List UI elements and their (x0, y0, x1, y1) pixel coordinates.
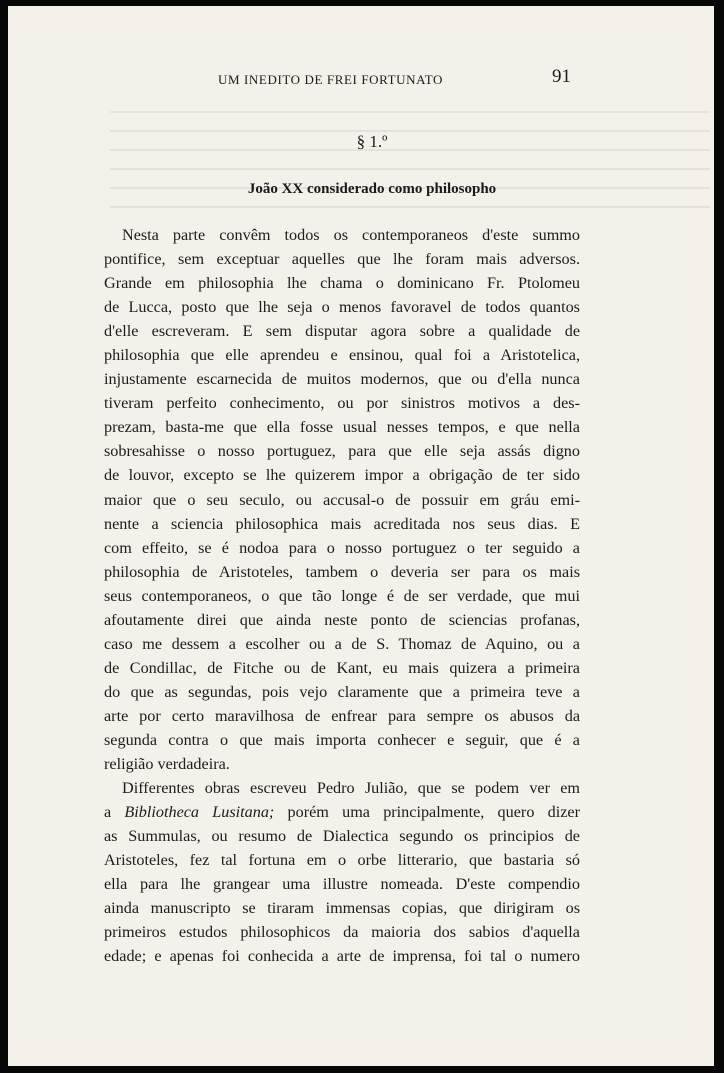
text-line-with-italic (104, 800, 580, 824)
running-title: UM INEDITO DE FREI FORTUNATO (218, 72, 443, 87)
text-line: afoutamente direi que ainda neste ponto de sciencias profanas, (104, 610, 580, 629)
book-title-italic: Bibliotheca Lusitana; (124, 803, 275, 822)
text-line: tiveram perfeito conhecimento, ou por sinistros motivos a des- (104, 394, 580, 413)
text-line: segunda contra o que mais importa conhecer e seguir, que é a (104, 730, 580, 749)
text-line: nente a sciencia philosophica mais acreditada nos seus dias. E (104, 514, 580, 533)
text-line: Differentes obras escreveu Pedro Julião, que se podem ver em (122, 779, 580, 798)
page-header (8, 64, 714, 94)
paragraph-2 (104, 776, 580, 968)
text-line: d'elle escreveram. E sem disputar agora sobre a qualidade de (104, 322, 580, 341)
page-number: 91 (552, 66, 571, 87)
text-line: de Condillac, de Fitche ou de Kant, eu mais quizera a primeira (104, 658, 580, 677)
text-line: pontifice, sem exceptuar aquelles que lhe foram mais adversos. (104, 250, 580, 269)
text-line: maior que o seu seculo, ou accusal-o de possuir em gráu emi- (104, 490, 580, 509)
text-line: de louvor, excepto se lhe quizerem impor a obrigação de ter sido (104, 466, 580, 485)
text-line: sobresahisse o nosso portuguez, para que elle seja assás digno (104, 442, 580, 461)
text-line: do que as segundas, pois vejo claramente que a primeira teve a (104, 682, 580, 701)
text-line: Aristoteles, fez tal fortuna em o orbe litterario, que bastaria só (104, 851, 580, 870)
text-line: Nesta parte convêm todos os contemporaneos d'este summo (122, 226, 580, 244)
text-line: de Lucca, posto que lhe seja o menos favoravel de todos quantos (104, 298, 580, 317)
chapter-subheading: João XX considerado como philosopho (247, 181, 497, 197)
text-fragment: porém uma principalmente, quero dizer (274, 803, 580, 822)
text-line: primeiros estudos philosophicos da maioria dos sabios d'aquella (104, 923, 580, 942)
text-line: edade; e apenas foi conhecida a arte de imprensa, foi tal o numero (104, 947, 580, 966)
text-line: Grande em philosophia lhe chama o dominicano Fr. Ptolomeu (104, 274, 580, 293)
text-line: injustamente escarnecida de muitos modernos, que ou d'ella nunca (104, 370, 580, 389)
text-line: ainda manuscripto se tiraram immensas copias, que dirigiram os (104, 899, 580, 918)
text-line: as Summulas, ou resumo de Dialectica segundo os principios de (104, 827, 580, 846)
section-mark: § 1.º (356, 132, 388, 151)
text-line: com effeito, se é nodoa para o nosso portuguez o ter seguido a (104, 538, 580, 557)
show-through-texture (110, 94, 710, 244)
text-line: philosophia que elle aprendeu e ensinou, qual foi a Aristotelica, (104, 346, 580, 365)
text-line: seus contemporaneos, o que tão longe é de ser verdade, que mui (104, 586, 580, 605)
text-line: philosophia de Aristoteles, tambem o deveria ser para os mais (104, 562, 580, 581)
body-text (104, 223, 580, 968)
text-fragment: a (104, 803, 125, 822)
text-line: ella para lhe grangear uma illustre nomeada. D'este compendio (104, 875, 580, 894)
paragraph-1 (104, 223, 580, 776)
text-line: arte por certo maravilhosa de enfrear para sempre os abusos da (104, 706, 580, 725)
text-line: caso me dessem a escolher ou a de S. Thomaz de Aquino, ou a (104, 634, 580, 653)
text-line: prezam, basta-me que ella fosse usual nesses tempos, e que nella (104, 418, 580, 437)
text-line: religião verdadeira. (104, 755, 230, 774)
book-page (8, 6, 714, 1066)
